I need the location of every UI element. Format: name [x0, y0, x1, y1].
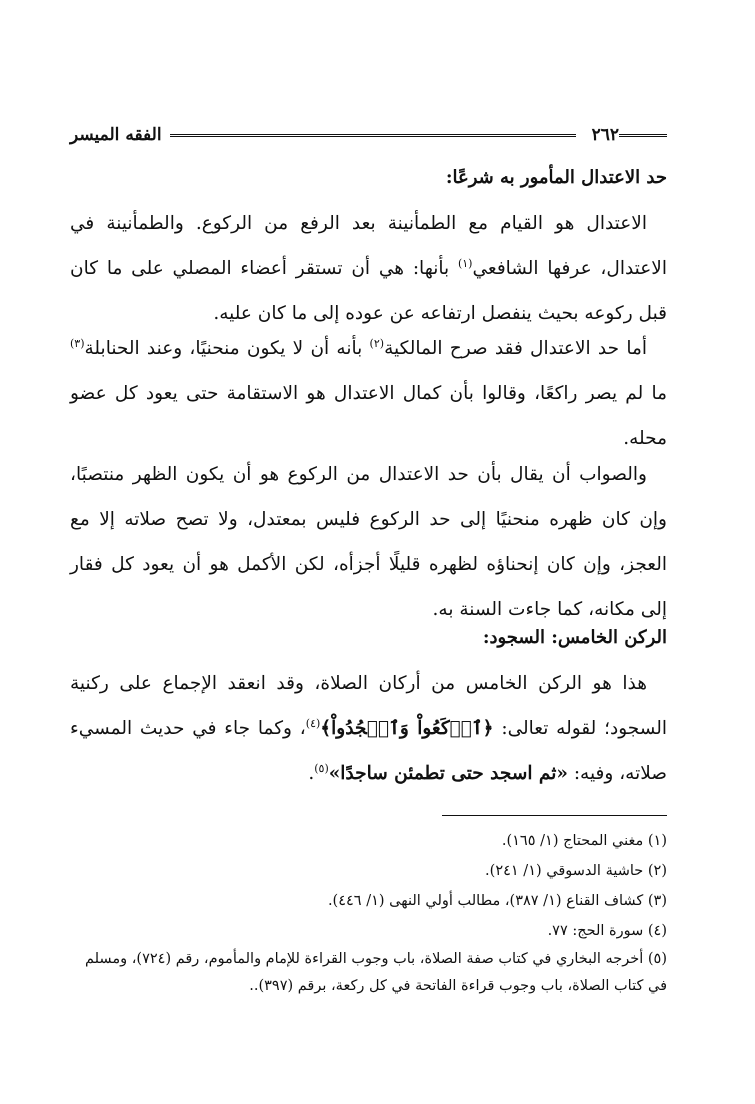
footnote-ref: (٤)	[305, 716, 321, 730]
paragraph-itidal-limit: أما حد الاعتدال فقد صرح المالكية$^{(٢)}$ بأنه أن لا يكون منحنيًا، وعند الحنابلة$^{(٣)}$ ما لم يصر راكعًا، وقالوا بأن كمال الاعتدال هو الاستقامة حتى يعود كل عضو محله.	[70, 336, 667, 449]
footnotes-list	[70, 826, 667, 1000]
section-heading-itidal: حد الاعتدال المأمور به شرعًا:	[445, 167, 667, 188]
footnote-ref: (٣)	[70, 336, 85, 350]
footnote-ref: (٢)	[369, 336, 385, 350]
footnote-ref: (١)	[457, 256, 473, 270]
footnote-separator	[442, 815, 667, 816]
footnote-item: (١) مغني المحتاج (١/ ١٦٥).	[501, 833, 667, 849]
section-heading-sujud: الركن الخامس: السجود:	[482, 627, 667, 648]
footnote-ref: (٥)	[314, 761, 329, 775]
footnote-item: (٢) حاشية الدسوقي (١/ ٢٤١).	[485, 863, 667, 879]
page-number: ٢٦٢	[591, 125, 619, 145]
header-rule-short	[619, 134, 667, 137]
hadith-quote: «ثم اسجد حتى تطمئن ساجدًا»	[328, 763, 568, 784]
footnote-item: (٥) أخرجه البخاري في كتاب صفة الصلاة، باب وجوب القراءة للإمام والمأموم، رقم (٧٢٤)، ومسلم في كتاب الصلاة، باب وجوب قراءة الفاتحة في كل ركعة، برقم (٣٩٧)..	[84, 951, 667, 994]
book-title: الفقه الميسر	[70, 125, 162, 145]
paragraph-itidal-correct: والصواب أن يقال بأن حد الاعتدال من الركوع هو أن يكون الظهر منتصبًا، وإن كان ظهره منحنيًا إلى حد الركوع فليس بمعتدل، ولا تصح صلاته إلا مع العجز، وإن كان إنحناؤه لظهره قليلًا أجزأه، لكن الأكمل هو أن يعود كل فقار إلى مكانه، كما جاءت السنة به.	[70, 464, 667, 620]
header-rule-long	[170, 134, 576, 137]
footnote-item: (٤) سورة الحج: ٧٧.	[547, 923, 667, 939]
paragraph-itidal-definition: الاعتدال هو القيام مع الطمأنينة بعد الرفع من الركوع. والطمأنينة في الاعتدال، عرفها الشافعي$^{(١)}$ بأنها: هي أن تستقر أعضاء المصلي على ما كان قبل ركوعه بحيث ينفصل ارتفاعه عن عوده إلى ما كان عليه.	[70, 213, 667, 324]
quran-verse: ﴿ٱرۡكَعُواْ وَٱسۡجُدُواْ﴾	[320, 718, 494, 739]
footnote-item: (٣) كشاف القناع (١/ ٣٨٧)، مطالب أولي النهى (١/ ٤٤٦).	[327, 893, 667, 909]
paragraph-sujud: هذا هو الركن الخامس من أركان الصلاة، وقد انعقد الإجماع على ركنية السجود؛ لقوله تعالى: ﴿ٱرۡكَعُواْ وَٱسۡجُدُواْ﴾$^{(٤)}$، وكما جاء في حديث المسيء صلاته، وفيه: «ثم اسجد حتى تطمئن ساجدًا»$^{(٥)}$.	[70, 673, 668, 784]
book-page	[70, 0, 667, 1104]
running-header	[70, 122, 667, 148]
